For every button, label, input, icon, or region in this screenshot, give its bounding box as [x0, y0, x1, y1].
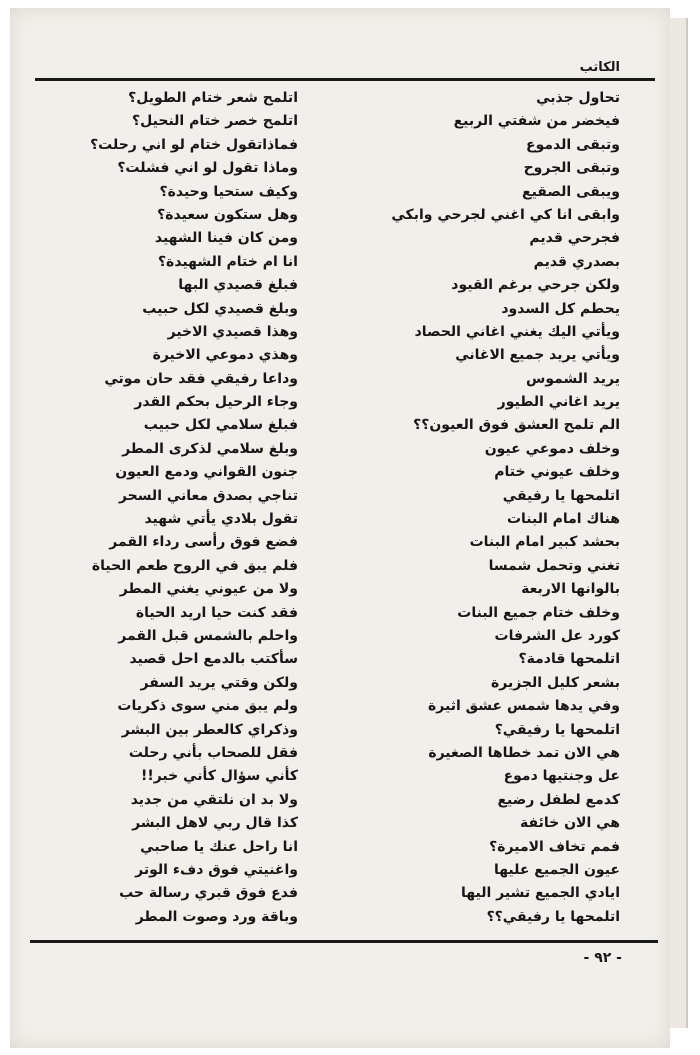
poem-column-right	[320, 87, 620, 929]
poem-line: هي الان خائفة	[520, 815, 620, 832]
poem-line: ولم يبق مني سوى ذكريات	[117, 698, 298, 715]
poem-line: انا ام ختام الشهيدة؟	[157, 253, 298, 270]
poem-line: وذكراي كالعطر بين البشر	[121, 721, 298, 738]
poem-line: فمم تخاف الاميرة؟	[489, 838, 620, 855]
poem-line: تناجي بصدق معاني السحر	[118, 487, 298, 504]
poem-line: يريد اغاني الطيور	[497, 394, 620, 411]
poem-line: عيون الجميع عليها	[493, 861, 620, 878]
poem-line: وهذا قصيدي الاخير	[167, 323, 298, 340]
poem-line: وجاء الرحيل بحكم القدر	[134, 394, 298, 411]
poem-line: فقل للصحاب بأني رحلت	[128, 744, 298, 761]
poem-line: اتلمحها يا رفيقي؟	[494, 721, 620, 738]
poem-line: وخلف دموعي عيون	[484, 440, 620, 457]
poem-line: بصدري قديم	[533, 253, 620, 270]
poem-line: ولكن جرحي برغم القيود	[451, 277, 620, 294]
poem-line: فضع فوق رأسى رداء القمر	[109, 534, 298, 551]
poem-line: وهذي دموعي الاخيرة	[152, 347, 298, 364]
poem-line: بحشد كبير امام البنات	[469, 534, 620, 551]
poem-line: كذا قال ربي لاهل البشر	[132, 815, 298, 832]
poem-line: تغني وتحمل شمسا	[488, 557, 620, 574]
poem-line: بشعر كليل الجزيرة	[490, 674, 620, 691]
poem-line: انا راحل عنك يا صاحبي	[140, 838, 298, 855]
poem-line: جنون القواني ودمع العيون	[115, 464, 298, 481]
poem-line: فدع فوق قبري رسالة حب	[119, 885, 298, 902]
poem-line: ايادي الجميع تشير اليها	[461, 885, 620, 902]
poem-line: وابقى انا كي اغني لجرحي وابكي	[391, 206, 620, 223]
poem-line: الم تلمح العشق فوق العيون؟؟	[413, 417, 620, 434]
poem-line: وباقة ورد وصوت المطر	[135, 908, 298, 925]
poem-line: اتلمحها يا رفيقي؟؟	[486, 908, 620, 925]
page-edges	[670, 18, 688, 1028]
poem-line: وماذا تقول لو اني فشلت؟	[117, 160, 298, 177]
poem-line: فلم يبق في الروح طعم الحياة	[91, 557, 298, 574]
poem-line: ويبقى الصقيع	[522, 183, 620, 200]
poem-line: يريد الشموس	[526, 370, 620, 387]
poem-line: فبلغ سلامي لكل حبيب	[143, 417, 298, 434]
poem-line: وكيف ستحيا وحيدة؟	[159, 183, 298, 200]
running-title: الكاتب	[579, 60, 620, 75]
poem-line: وفي يدها شمس عشق اثيرة	[428, 698, 620, 715]
poem-line: وداعا رفيقي فقد حان موتي	[104, 370, 298, 387]
poem-line: وهل ستكون سعيدة؟	[157, 206, 298, 223]
poem-column-left	[38, 87, 298, 929]
poem-line: وتبقى الدموع	[526, 136, 620, 153]
poem-line: ولا بد ان نلتقي من جديد	[130, 791, 298, 808]
poem-line: سأكتب بالدمع احل قصيد	[129, 651, 298, 668]
poem-line: اتلمح خصر ختام النحيل؟	[132, 113, 298, 130]
poem-line: ولكن وقتي يريد السفر	[140, 674, 298, 691]
poem-line: هناك امام البنات	[506, 511, 620, 528]
poem-line: اتلمحها قادمة؟	[518, 651, 620, 668]
poem-line: فقد كنت حيا اريد الحياة	[135, 604, 298, 621]
poem-line: بالوانها الاربعة	[521, 581, 620, 598]
poem-line: اتلمحها يا رفيقي	[502, 487, 620, 504]
footer-rule	[30, 940, 658, 943]
poem-line: هي الان تمد خطاها الصغيرة	[428, 744, 620, 761]
poem-line: ولا من عيوني يغني المطر	[119, 581, 298, 598]
poem-line: وتبقى الجروح	[523, 160, 620, 177]
poem-line: اتلمح شعر ختام الطويل؟	[128, 90, 298, 106]
poem-line: تقول بلادي يأتي شهيد	[144, 511, 298, 528]
poem-line: عل وجنتيها دموع	[503, 768, 620, 785]
poem-line: وبلغ سلامي لذكرى المطر	[122, 440, 298, 457]
poem-line: وخلف ختام جميع البنات	[457, 604, 620, 621]
poem-line: وبلغ قصيدي لكل حبيب	[142, 300, 298, 317]
poem-line: تحاول جذبي	[536, 90, 620, 106]
poem-line: ومن كان فينا الشهيد	[154, 230, 298, 247]
poem-line: فيخضر من شفتي الربيع	[453, 113, 620, 130]
poem-line: كدمع لطفل رضيع	[497, 791, 620, 808]
poem-line: كورد عل الشرفات	[494, 627, 620, 644]
poem-line: ويأتي يريد جميع الاغاني	[455, 347, 620, 364]
poem-line: وخلف عيوني ختام	[494, 464, 620, 481]
poem-line: واحلم بالشمس قبل القمر	[118, 627, 298, 644]
header-rule	[35, 78, 655, 81]
poem-line: ويأتي اليك يغني اغاني الحصاد	[414, 323, 620, 340]
poem-line: يحطم كل السدود	[501, 300, 620, 317]
poem-line: واغنيتي فوق دفء الوتر	[135, 861, 298, 878]
poem-line: كأني سؤال كأني خبر!!	[140, 768, 298, 785]
poem-line: فجرحي قديم	[529, 230, 620, 247]
poem-line: فبلغ قصيدي البها	[178, 277, 298, 294]
poem-line: فماذاتقول ختام لو اني رحلت؟	[90, 136, 298, 153]
page-number: - ٩٢ -	[583, 950, 622, 966]
